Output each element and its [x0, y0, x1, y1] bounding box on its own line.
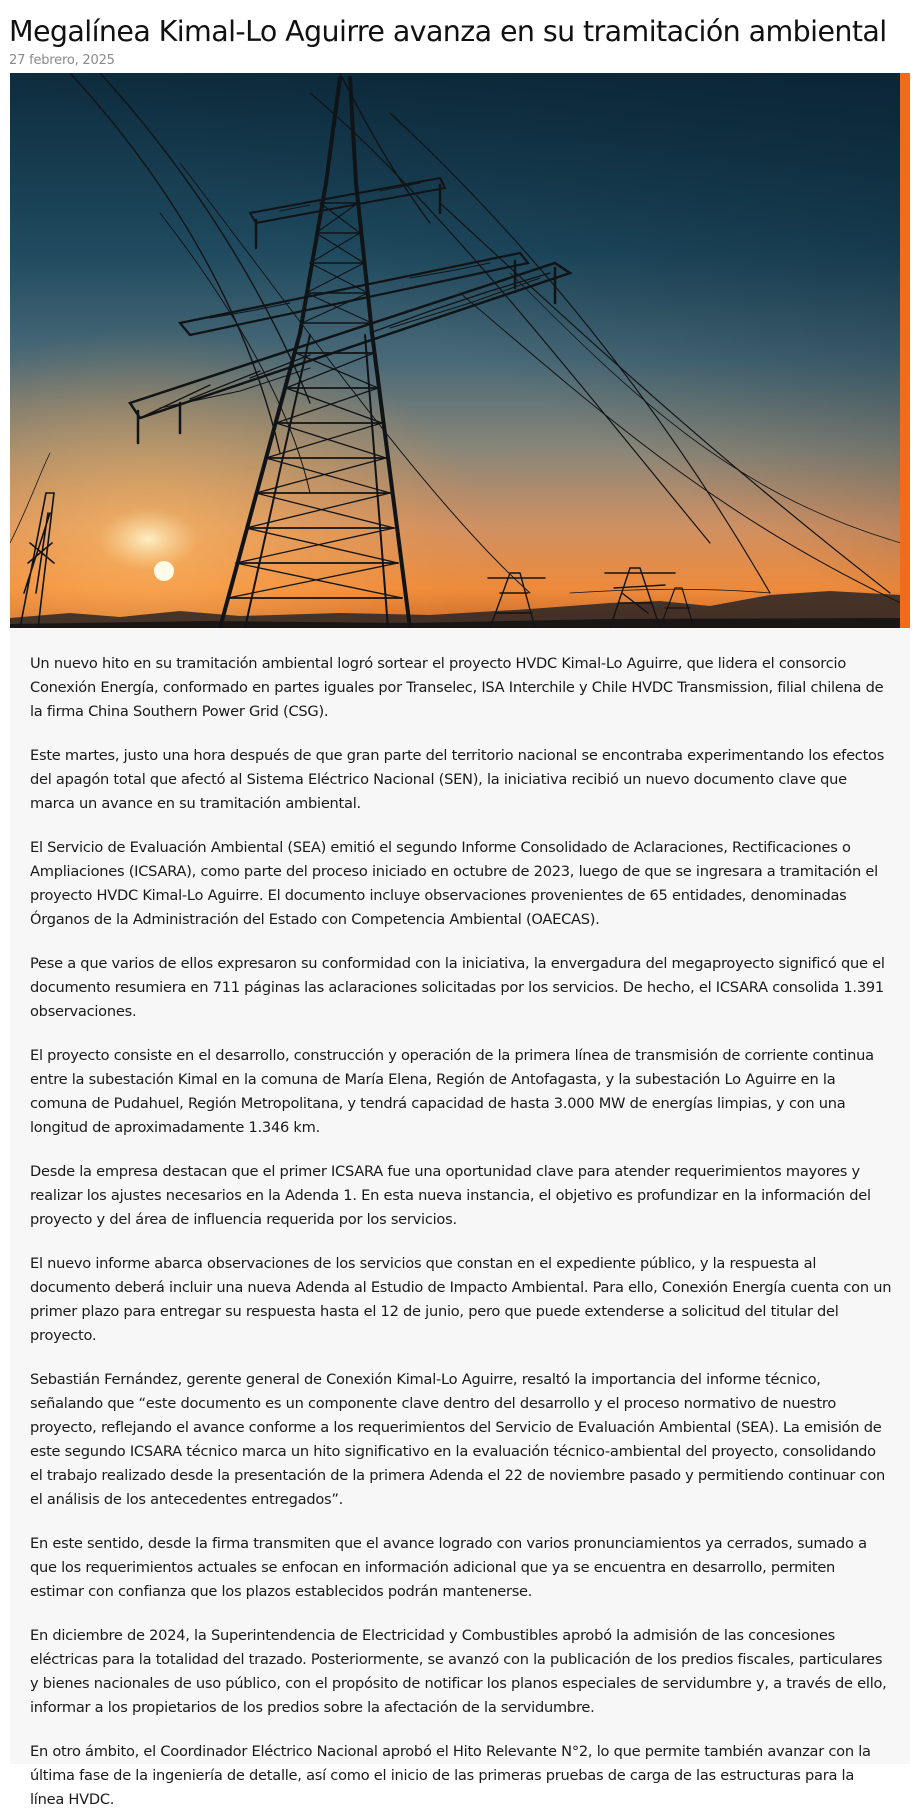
- accent-bar: [900, 73, 910, 633]
- article-paragraph: El nuevo informe abarca observaciones de los servicios que constan en el expediente público, y la respuesta al documento deberá incluir una nueva Adenda al Estudio de Impacto Ambiental. Para ello, Conexión Energía cuenta con un primer plazo para entregar su respuesta hasta el 12 de junio, pero que puede extenderse a solicitud del titular del proyecto.: [30, 1255, 892, 1344]
- article-paragraph: En este sentido, desde la firma transmiten que el avance logrado con varios pronunciamientos ya cerrados, sumado a que los requerimientos actuales se enfocan en información adicional que ya se encuentra en desarrollo, permiten estimar con confianza que los plazos establecidos podrán mantenerse.: [30, 1535, 867, 1600]
- transmission-tower-sunset-photo: [10, 73, 901, 628]
- article-paragraph: Este martes, justo una hora después de que gran parte del territorio nacional se encontraba experimentando los efectos del apagón total que afectó al Sistema Eléctrico Nacional (SEN), la iniciativa recibió un nuevo documento clave que marca un avance en su tramitación ambiental.: [30, 747, 885, 812]
- article-title: Megalínea Kimal-Lo Aguirre avanza en su tramitación ambiental: [9, 15, 887, 48]
- article-paragraph: En diciembre de 2024, la Superintendencia de Electricidad y Combustibles aprobó la admisión de las concesiones eléctricas para la totalidad del trazado. Posteriormente, se avanzó con la publicación de los predios fiscales, particulares y bienes nacionales de uso público, con el propósito de notificar los planos especiales de servidumbre y, a través de ello, informar a los propietarios de los predios sobre la afectación de la servidumbre.: [30, 1627, 887, 1716]
- hero-image: [10, 73, 901, 628]
- article-date: 27 febrero, 2025: [9, 53, 115, 68]
- article-header: [9, 12, 909, 70]
- article-paragraph: Desde la empresa destacan que el primer ICSARA fue una oportunidad clave para atender requerimientos mayores y realizar los ajustes necesarios en la Adenda 1. En esta nueva instancia, el objetivo es profundizar en la información del proyecto y del área de influencia requerida por los servicios.: [30, 1163, 871, 1228]
- article-paragraph: El proyecto consiste en el desarrollo, construcción y operación de la primera línea de transmisión de corriente continua entre la subestación Kimal en la comuna de María Elena, Región de Antofagasta, y la subestación Lo Aguirre en la comuna de Pudahuel, Región Metropolitana, y tendrá capacidad de hasta 3.000 MW de energías limpias, y con una longitud de aproximadamente 1.346 km.: [30, 1047, 874, 1136]
- article-paragraph: El Servicio de Evaluación Ambiental (SEA) emitió el segundo Informe Consolidado de Aclaraciones, Rectificaciones o Ampliaciones (ICSARA), como parte del proceso iniciado en octubre de 2023, luego de que se ingresara a tramitación el proyecto HVDC Kimal-Lo Aguirre. El documento incluye observaciones provenientes de 65 entidades, denominadas Órganos de la Administración del Estado con Competencia Ambiental (OAECAS).: [30, 839, 878, 928]
- article-paragraph: En otro ámbito, el Coordinador Eléctrico Nacional aprobó el Hito Relevante N°2, lo que permite también avanzar con la última fase de la ingeniería de detalle, así como el inicio de las primeras pruebas de carga de las estructuras para la línea HVDC.: [30, 1743, 871, 1808]
- article-paragraph: Un nuevo hito en su tramitación ambiental logró sortear el proyecto HVDC Kimal-Lo Aguirre, que lidera el consorcio Conexión Energía, conformado en partes iguales por Transelec, ISA Interchile y Chile HVDC Transmission, filial chilena de la firma China Southern Power Grid (CSG).: [30, 655, 884, 720]
- article-paragraph: Pese a que varios de ellos expresaron su conformidad con la iniciativa, la envergadura del megaproyecto significó que el documento resumiera en 711 páginas las aclaraciones solicitadas por los servicios. De hecho, el ICSARA consolida 1.391 observaciones.: [30, 955, 885, 1020]
- article-body: [10, 628, 910, 1808]
- article-paragraph: Sebastián Fernández, gerente general de Conexión Kimal-Lo Aguirre, resaltó la importancia del informe técnico, señalando que “este documento es un componente clave dentro del desarrollo y el proceso normativo de nuestro proyecto, reflejando el avance conforme a los requerimientos del Servicio de Evaluación Ambiental (SEA). La emisión de este segundo ICSARA técnico marca un hito significativo en la evaluación técnico-ambiental del proyecto, consolidando el trabajo realizado desde la presentación de la primera Adenda el 22 de noviembre pasado y permitiendo continuar con el análisis de los antecedentes entregados”.: [30, 1371, 886, 1508]
